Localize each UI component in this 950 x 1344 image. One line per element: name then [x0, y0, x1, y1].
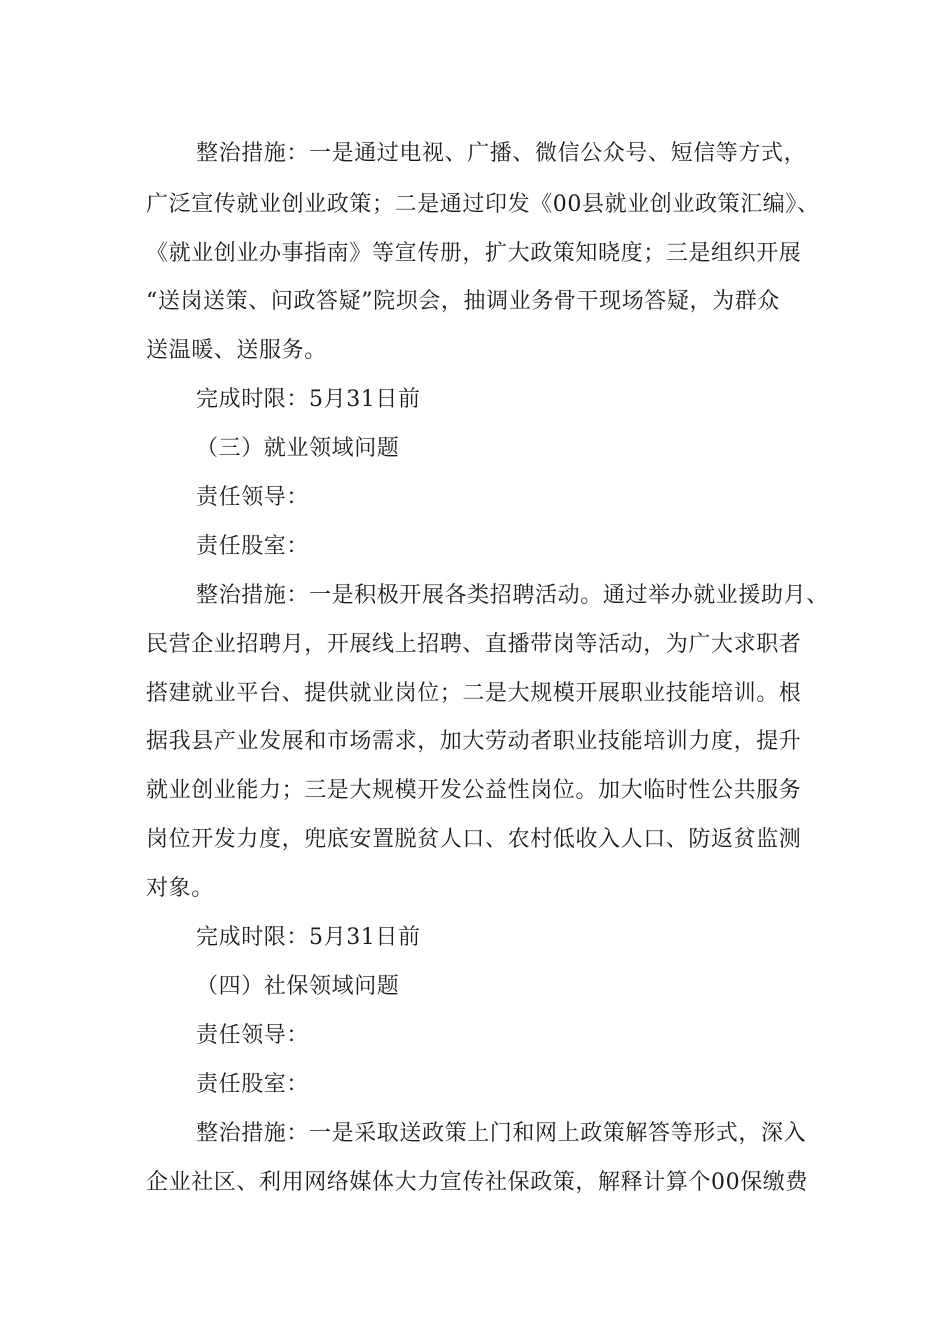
- paragraph-line: “送岗送策、问政答疑”院坝会，抽调业务骨干现场答疑，为群众: [146, 289, 780, 314]
- section-heading: （四）社保领域问题: [196, 974, 400, 999]
- paragraph-line: 就业创业能力；三是大规模开发公益性岗位。加大临时性公共服务: [146, 778, 802, 803]
- responsible-leader: 责任领导：: [196, 485, 310, 510]
- paragraph-line: 对象。: [146, 876, 214, 901]
- responsible-leader: 责任领导：: [196, 1023, 310, 1048]
- deadline-text: 完成时限：5月31日前: [196, 387, 421, 412]
- section-heading: （三）就业领域问题: [196, 436, 400, 461]
- paragraph-line: 广泛宣传就业创业政策；二是通过印发《00县就业创业政策汇编》、: [146, 192, 820, 217]
- paragraph-line: 岗位开发力度，兜底安置脱贫人口、农村低收入人口、防返贫监测: [146, 827, 802, 852]
- paragraph-line: 整治措施：一是采取送政策上门和网上政策解答等形式，深入: [196, 1121, 807, 1146]
- responsible-office: 责任股室：: [196, 534, 310, 559]
- paragraph-line: 搭建就业平台、提供就业岗位；二是大规模开展职业技能培训。根: [146, 681, 802, 706]
- responsible-office: 责任股室：: [196, 1072, 310, 1097]
- paragraph-line: 民营企业招聘月，开展线上招聘、直播带岗等活动，为广大求职者: [146, 632, 802, 657]
- paragraph-line: 据我县产业发展和市场需求，加大劳动者职业技能培训力度，提升: [146, 729, 802, 754]
- deadline-text: 完成时限：5月31日前: [196, 925, 421, 950]
- paragraph-line: 送温暖、送服务。: [146, 338, 327, 363]
- paragraph-line: 《就业创业办事指南》等宣传册，扩大政策知晓度；三是组织开展: [146, 241, 802, 266]
- paragraph-line: 整治措施：一是积极开展各类招聘活动。通过举办就业援助月、: [196, 583, 829, 608]
- paragraph-line: 企业社区、利用网络媒体大力宣传社保政策，解释计算个00保缴费: [146, 1170, 808, 1195]
- paragraph-line: 整治措施：一是通过电视、广播、微信公众号、短信等方式，: [196, 141, 807, 166]
